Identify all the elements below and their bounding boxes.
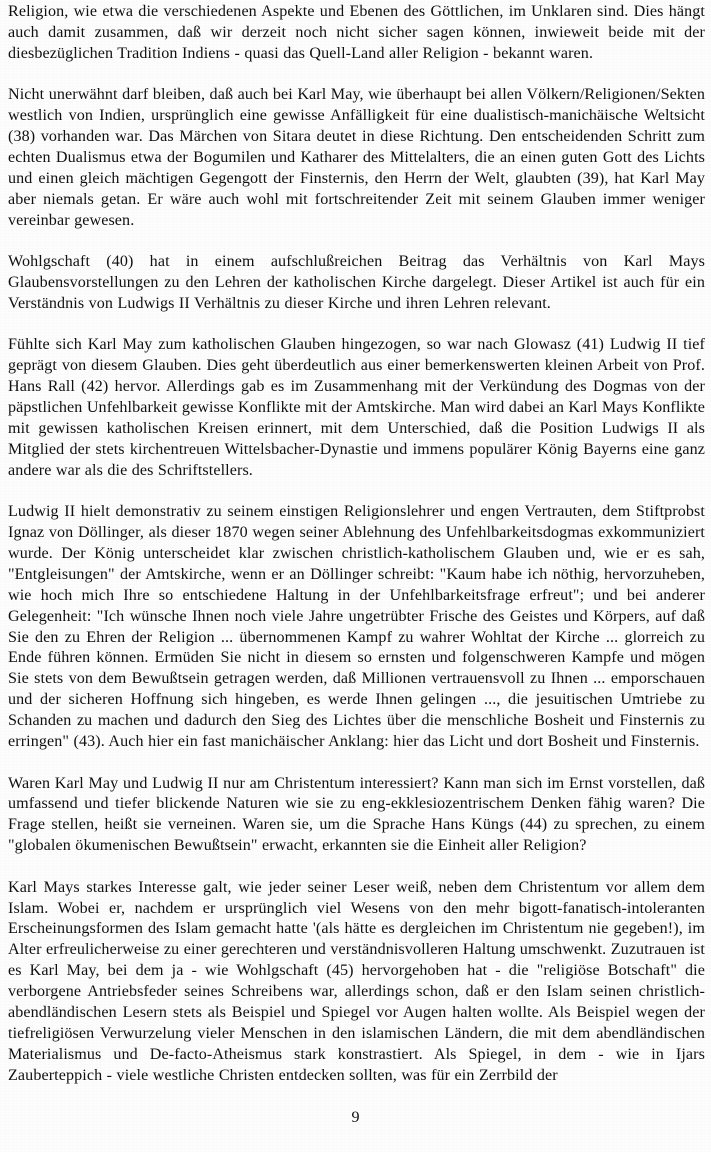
paragraph: Nicht unerwähnt darf bleiben, daß auch bei Karl May, wie überhaupt bei allen Völkern/Religionen/Sekten westlich von Indien, ursprünglich eine gewisse Anfälligkeit für eine dualistisch-manichäische Weltsicht (38) vorhanden war. Das Märchen von Sitara deutet in diese Richtung. Den entscheidenden Schritt zum echten Dualismus etwa der Bogumilen und Katharer des Mittelalters, die an einen guten Gott des Lichts und einen gleich mächtigen Gegengott der Finsternis, den Herrn der Welt, glaubten (39), hat Karl May aber niemals getan. Er wäre auch wohl mit fortschreitender Zeit mit seinem Glauben immer weniger vereinbar gewesen. [8,86,705,229]
paragraph: Wohlgschaft (40) hat in einem aufschlußreichen Beitrag das Verhältnis von Karl Mays Glaubensvorstellungen zu den Lehren der katholischen Kirche dargelegt. Dieser Artikel ist auch für ein Verständnis von Ludwigs II Verhältnis zu dieser Kirche und ihren Lehren relevant. [8,253,705,312]
paragraph: Ludwig II hielt demonstrativ zu seinem einstigen Religionslehrer und engen Vertrauten, dem Stiftprobst Ignaz von Döllinger, als dieser 1870 wegen seiner Ablehnung des Unfehlbarkeitsdogmas exkommuniziert wurde. Der König unterscheidet klar zwischen christlich-katholischem Glauben und, wie er es sah, "Entgleisungen" der Amtskirche, wenn er an Döllinger schreibt: "Kaum habe ich nöthig, hervorzuheben, wie hoch mich Ihre so entschiedene Haltung in der Unfehlbarkeitsfrage erfreut"; und bei anderer Gelegenheit: "Ich wünsche Ihnen noch viele Jahre ungetrübter Frische des Geistes und Körpers, auf daß Sie den zu Ehren der Religion ... übernommenen Kampf zu wahrer Wohltat der Kirche ... glorreich zu Ende führen können. Ermüden Sie nicht in diesem so ernsten und folgenschweren Kampfe und mögen Sie stets von dem Bewußtsein getragen werden, daß Millionen vertrauensvoll zu Ihnen ... emporschauen und der sicheren Hoffnung sich hingeben, es werde Ihnen gelingen ..., die jesuitischen Umtriebe zu Schanden zu machen und dadurch den Sieg des Lichtes über die menschliche Bosheit und Finsternis zu erringen" (43). Auch hier ein fast manichäischer Anklang: hier das Licht und dort Bosheit und Finsternis. [8,503,705,751]
page-number: 9 [351,1109,360,1126]
paragraph: Karl Mays starkes Interesse galt, wie jeder seiner Leser weiß, neben dem Christentum vor allem dem Islam. Wobei er, nachdem er ursprünglich viel Wesens von den mehr bigott-fanatisch-intoleranten Erscheinungsformen des Islam gemacht hatte '(als hätte es dergleichen im Christentum nie gegeben!), im Alter erfreulicherweise zu einer gerechteren und verständnisvolleren Haltung umschwenkt. Zuzutrauen ist es Karl May, bei dem ja - wie Wohlgschaft (45) hervorgehoben hat - die "religiöse Botschaft" die verborgene Antriebsfeder seines Schreibens war, allerdings schon, daß er den Islam seinen christlich-abendländischen Lesern stets als Beispiel und Spiegel vor Augen halten wollte. Als Beispiel wegen der tiefreligiösen Verwurzelung vieler Menschen in den islamischen Ländern, die mit dem abendländischen Materialismus und De-facto-Atheismus stark konstrastiert. Als Spiegel, in dem - wie in Ijars Zauberteppich - viele westliche Christen entdecken sollten, was für ein Zerrbild der [8,878,705,1084]
paragraph: Waren Karl May und Ludwig II nur am Christentum interessiert? Kann man sich im Ernst vorstellen, daß umfassend und tiefer blickende Naturen wie sie zu eng-ekklesiozentrischem Denken fähig waren? Die Frage stellen, heißt sie verneinen. Waren sie, um die Sprache Hans Küngs (44) zu sprechen, zu einem "globalen ökumenischen Bewußtsein" erwacht, erkannten sie die Einheit aller Religion? [8,774,705,855]
paragraph: Fühlte sich Karl May zum katholischen Glauben hingezogen, so war nach Glowasz (41) Ludwig II tief geprägt von diesem Glauben. Dies geht überdeutlich aus einer bemerkenswerten kleinen Arbeit von Prof. Hans Rall (42) hervor. Allerdings gab es im Zusammenhang mit der Verkündung des Dogmas von der päpstlichen Unfehlbarkeit gewisse Konflikte mit der Amtskirche. Man wird dabei an Karl Mays Konflikte mit gewissen katholischen Kreisen erinnert, mit dem Unterschied, daß die Position Ludwigs II als Mitglied der stets kirchentreuen Wittelsbacher-Dynastie und immens populärer König Bayerns eine ganz andere war als die des Schriftstellers. [8,336,705,479]
paragraph: Religion, wie etwa die verschiedenen Aspekte und Ebenen des Göttlichen, im Unklaren sind. Dies hängt auch damit zusammen, daß wir derzeit noch nicht sicher sagen können, inwieweit beide mit der diesbezüglichen Tradition Indiens - quasi das Quell-Land aller Religion - bekannt waren. [8,3,705,62]
text-column [8,2,705,1087]
